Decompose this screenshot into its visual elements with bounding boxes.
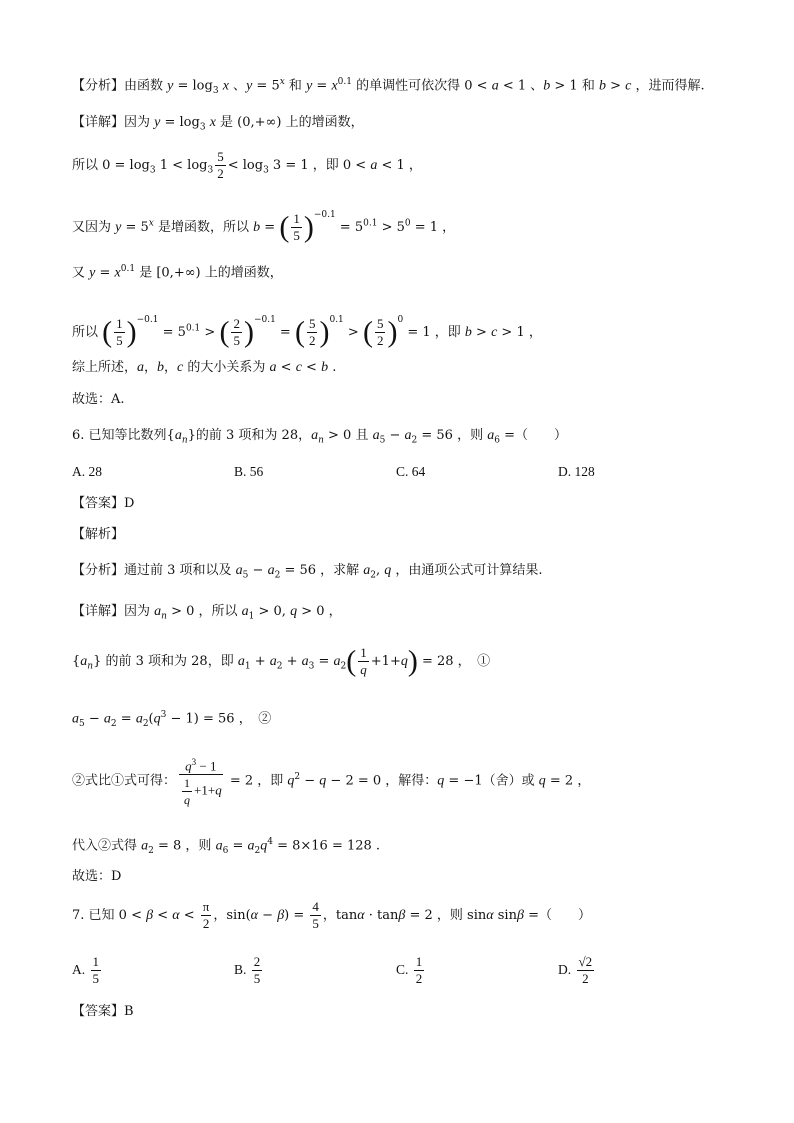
detail-line-5: 所以 ( $\frac{1}{5}$ )$^{-0.1} = 5^{0.1}$ > ( $\frac{2}{5}$ )$^{-0.1}$ = ( $\frac{5}{2}$ )$^{0.1}$ > ( $\frac{5}{2}$ )$^0$ = 1 ，即 b > c > 1 ，: [72, 315, 542, 349]
q6-detail-3: $a_5 - a_2 = a_2(q^3 - 1) = 56$ ， ②: [72, 710, 272, 729]
q6-detail-5: 代入②式得 $a_2 = 8$ ，则 $a_6 = a_2q^4 = 8\times 16 = 128$ .: [72, 837, 381, 856]
q6-jiexi: 【解析】: [72, 527, 125, 542]
choose-line-a: 故选：A.: [72, 392, 125, 407]
analysis-line: 【分析】由函数 $y = \log_3 x$ 、$y = 5^x$ 和 $y = x^{0.1}$ 的单调性可依次得 0 < a < 1 、b > 1 和 b > c ，进而得解.: [72, 77, 705, 96]
q7-stem: 7. 已知 0 < β < α < $\frac{\pi}{2}$ ，sin(α − β) = $\frac{4}{5}$ ，tanα · tanβ = 2 ，则 sinα sinβ =（ ）: [72, 899, 591, 931]
q7-option-a: A. $\frac{1}{5}$: [72, 954, 99, 987]
q6-detail-1: 【详解】因为 $a_n > 0$ ，所以 $a_1 > 0$, q > 0 ，: [72, 604, 342, 622]
q6-option-b: B. 56: [234, 464, 264, 479]
q6-option-a: A. 28: [72, 464, 102, 479]
q7-answer: 【答案】B: [72, 1004, 134, 1019]
q6-detail-2: $\{a_n\}$ 的前 3 项和为 28，即 $a_1 + a_2 + a_3 = a_2$( $\frac{1}{q}$ +1+q) = 28 ， ①: [72, 644, 491, 678]
detail-line-2: 所以 $0 = \log_3 1 < \log_3$ $\frac{5}{2}$ < $\log_3 3 = 1$ ，即 0 < a < 1 ，: [72, 149, 422, 181]
q6-choose: 故选：D: [72, 869, 122, 884]
q7-option-d: D. $\frac{√2}{2}$: [558, 954, 593, 987]
q6-analysis: 【分析】通过前 3 项和以及 $a_5 - a_2 = 56$ ，求解 $a_2$, q ，由通项公式可计算结果.: [72, 563, 543, 581]
q6-option-c: C. 64: [396, 464, 426, 479]
q6-stem: 6. 已知等比数列$\{a_n\}$的前 3 项和为 28，$a_n > 0$ 且 $a_5 - a_2 = 56$ ，则 $a_6$ =（ ）: [72, 428, 567, 446]
detail-line-3: 又因为 $y = 5^x$ 是增函数，所以 b = ( $\frac{1}{5}$ )$^{-0.1} = 5^{0.1} > 5^0 = 1$ ，: [72, 210, 456, 244]
detail-line-1: 【详解】因为 $y = \log_3 x$ 是 (0,+∞) 上的增函数，: [72, 115, 364, 133]
detail-line-4: 又 $y = x^{0.1}$ 是 [0,+∞) 上的增函数，: [72, 264, 283, 281]
q7-option-c: C. $\frac{1}{2}$: [396, 954, 423, 987]
q6-detail-4: ②式比①式可得： $q^3 - 1$ $\frac{1}{q}$ +1+q = 2 ，即 $q^2 - q - 2 = 0$ ，解得：q = −1（舍）或 q = 2 ，: [72, 748, 734, 810]
summary-line: 综上所述，a，b，c 的大小关系为 a < c < b .: [72, 360, 337, 375]
q6-option-d: D. 128: [558, 464, 595, 479]
q7-option-b: B. $\frac{2}{5}$: [234, 954, 261, 987]
q6-answer: 【答案】D: [72, 496, 135, 511]
